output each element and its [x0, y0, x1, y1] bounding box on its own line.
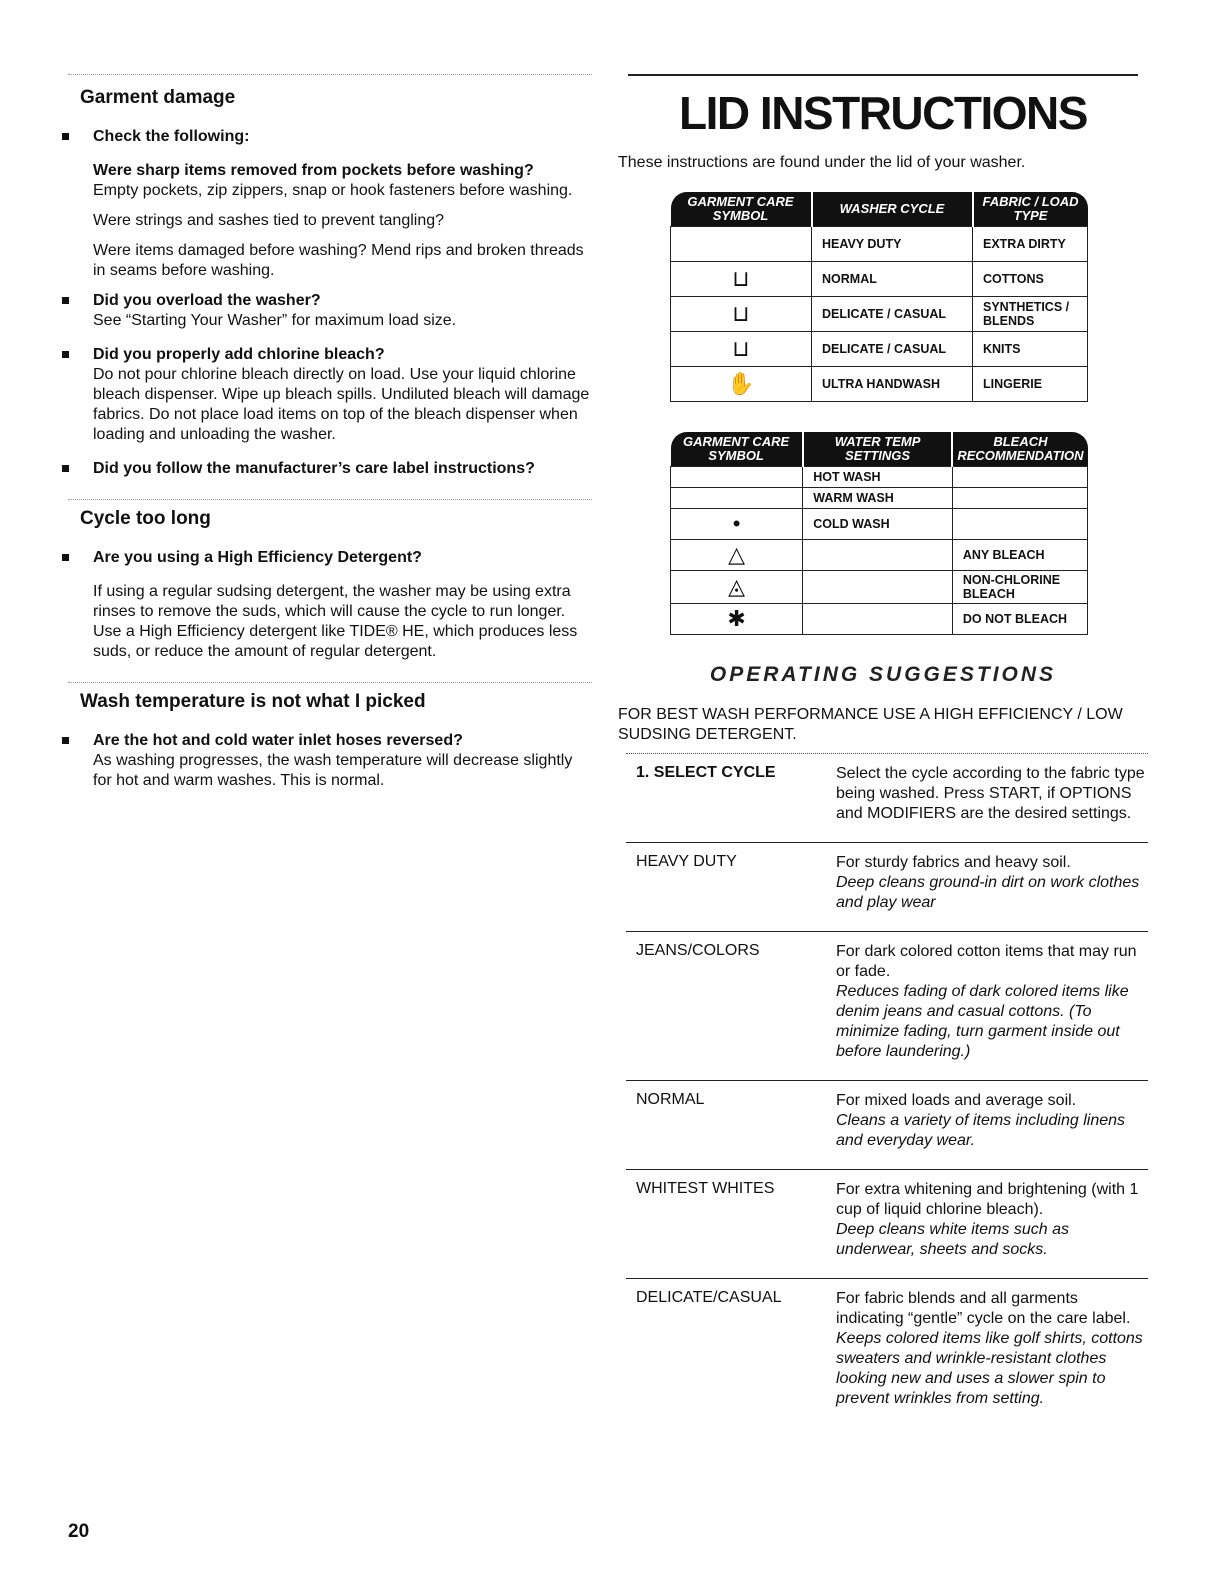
list-item: 1. SELECT CYCLE Select the cycle according to the fabric type being washed. Press START, if OPTIONS and MODIFIERS are the desired settings. — [626, 753, 1148, 842]
table-row: ⊔ NORMAL COTTONS — [671, 262, 1088, 297]
triangle-icon: △ — [671, 540, 803, 571]
table-row: △ ANY BLEACH — [671, 540, 1088, 571]
striped-triangle-icon: ◬ — [671, 571, 803, 604]
section-title-garment-damage: Garment damage — [80, 87, 236, 108]
bullet-hoses: Are the hot and cold water inlet hoses reversed? As washing progresses, the wash temperature will decrease slightly for hot and warm washes. This is normal. — [60, 731, 592, 791]
list-item: WHITEST WHITES For extra whitening and brightening (with 1 cup of liquid chlorine bleach). Deep cleans white items such as underwear, sheets and socks. — [626, 1169, 1148, 1278]
table-row: • COLD WASH — [671, 509, 1088, 540]
washtub-permanent-press-icon: ⊔ — [671, 297, 812, 332]
bullet-bleach: Did you properly add chlorine bleach? Do not pour chlorine bleach directly on load. Use your liquid chlorine bleach dispenser. Wipe up bleach spills. Undiluted bleach will damage fabrics. Do not place load items on top of the bleach dispenser when loading and unloading the washer. — [60, 345, 592, 445]
washtub-gentle-icon: ⊔ — [671, 332, 812, 367]
divider — [68, 74, 592, 75]
list-item: NORMAL For mixed loads and average soil. Cleans a variety of items including linens and everyday wear. — [626, 1080, 1148, 1169]
care-symbol-icon — [671, 227, 812, 262]
para-damaged: Were items damaged before washing? Mend rips and broken threads in seams before washing. — [93, 242, 584, 279]
care-table-bleach — [670, 432, 1088, 635]
para-strings: Were strings and sashes tied to prevent tangling? — [93, 212, 445, 229]
question-sharp-items: Were sharp items removed from pockets before washing? Empty pockets, zip zippers, snap or hook fasteners before washing. — [93, 162, 573, 199]
subtitle: These instructions are found under the lid of your washer. — [618, 154, 1026, 171]
table-row: ✱ DO NOT BLEACH — [671, 604, 1088, 635]
table-header: FABRIC / LOAD TYPE — [973, 192, 1088, 227]
table-row: WARM WASH — [671, 488, 1088, 509]
bullet-check — [60, 127, 592, 147]
table-header: WASHER CYCLE — [812, 192, 973, 227]
cold-dot-icon: • — [671, 509, 803, 540]
table-row: HOT WASH — [671, 467, 1088, 488]
list-item: DELICATE/CASUAL For fabric blends and all garments indicating “gentle” cycle on the care label. Keeps colored items like golf shirts, cottons sweaters and wrinkle-resistant clothes looking new and uses a slower spin to prevent wrinkles from setting. — [626, 1278, 1148, 1427]
check-label: Check the following: — [93, 128, 250, 145]
table-row: ⊔ DELICATE / CASUAL SYNTHETICS / BLENDS — [671, 297, 1088, 332]
page-title: LID INSTRUCTIONS — [679, 87, 1087, 139]
divider — [68, 499, 592, 500]
bullet-care-label: Did you follow the manufacturer’s care label instructions? — [60, 459, 592, 479]
detergent-note: FOR BEST WASH PERFORMANCE USE A HIGH EFFICIENCY / LOW SUDSING DETERGENT. — [618, 706, 1123, 743]
divider — [68, 682, 592, 683]
section-title-wash-temp: Wash temperature is not what I picked — [80, 691, 426, 712]
table-header: WATER TEMP SETTINGS — [803, 432, 953, 467]
divider — [628, 74, 1138, 76]
table-row: ◬ NON-CHLORINE BLEACH — [671, 571, 1088, 604]
table-header: GARMENT CARE SYMBOL — [671, 192, 812, 227]
table-row: HEAVY DUTY EXTRA DIRTY — [671, 227, 1088, 262]
table-row: ⊔ DELICATE / CASUAL KNITS — [671, 332, 1088, 367]
crossed-triangle-icon: ✱ — [671, 604, 803, 635]
table-header: BLEACH RECOMMENDATION — [952, 432, 1087, 467]
para-he-detergent: If using a regular sudsing detergent, the washer may be using extra rinses to remove the suds, which will cause the cycle to run longer. Use a High Efficiency detergent like TIDE® HE, which produces less suds, or reduce the amount of regular detergent. — [93, 583, 578, 660]
bullet-overload: Did you overload the washer? See “Starting Your Washer” for maximum load size. — [60, 291, 592, 331]
table-row: ✋ ULTRA HANDWASH LINGERIE — [671, 367, 1088, 402]
washtub-icon: ⊔ — [671, 262, 812, 297]
page-number: 20 — [68, 1521, 90, 1542]
care-table-cycles — [670, 192, 1088, 402]
lid-instructions-column — [618, 74, 1148, 1427]
section-title-operating-suggestions: OPERATING SUGGESTIONS — [709, 663, 1057, 686]
bullet-he-detergent: Are you using a High Efficiency Detergent? — [60, 548, 592, 568]
cycle-list — [618, 753, 1148, 1427]
handwash-icon: ✋ — [671, 367, 812, 402]
troubleshooting-column — [60, 74, 592, 805]
table-header: GARMENT CARE SYMBOL — [671, 432, 803, 467]
list-item: JEANS/COLORS For dark colored cotton items that may run or fade. Reduces fading of dark colored items like denim jeans and casual cottons. (To minimize fading, turn garment inside out before laundering.) — [626, 931, 1148, 1080]
list-item: HEAVY DUTY For sturdy fabrics and heavy soil. Deep cleans ground-in dirt on work clothes and play wear — [626, 842, 1148, 931]
section-title-cycle-too-long: Cycle too long — [80, 508, 211, 529]
